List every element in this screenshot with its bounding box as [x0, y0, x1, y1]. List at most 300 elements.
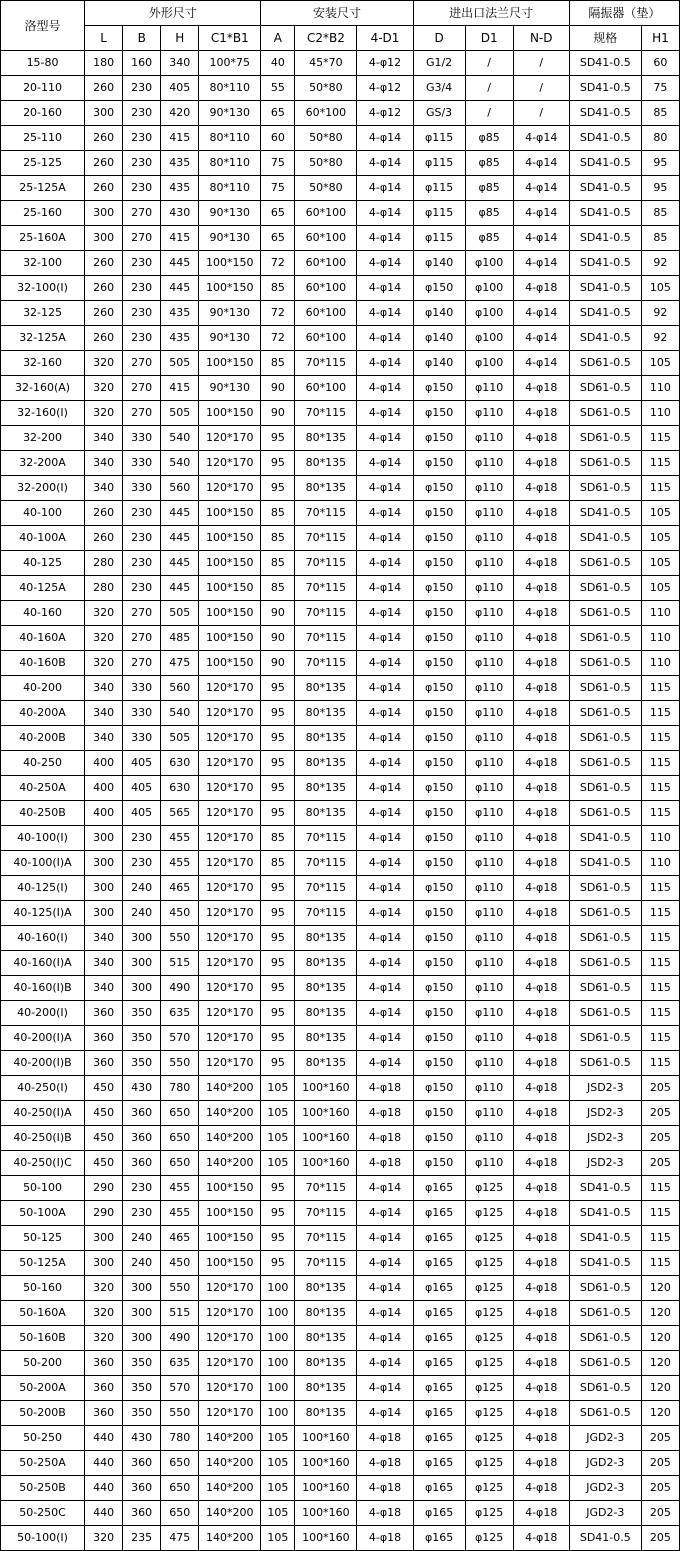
cell-H: 450	[161, 1251, 199, 1276]
cell-规格: JGD2-3	[569, 1476, 641, 1501]
cell-N-D: 4-φ18	[513, 626, 569, 651]
cell-4-D1: 4-φ14	[357, 601, 413, 626]
cell-B: 350	[123, 1351, 161, 1376]
cell-H: 415	[161, 126, 199, 151]
cell-B: 230	[123, 1176, 161, 1201]
cell-model: 40-200(Ⅰ)A	[1, 1026, 85, 1051]
cell-model: 40-125A	[1, 576, 85, 601]
cell-D: φ115	[413, 176, 465, 201]
cell-C1*B1: 100*150	[199, 501, 261, 526]
cell-规格: SD41-0.5	[569, 1526, 641, 1551]
cell-N-D: 4-φ18	[513, 501, 569, 526]
cell-H1: 115	[641, 901, 679, 926]
cell-规格: JGD2-3	[569, 1451, 641, 1476]
cell-A: 95	[261, 951, 295, 976]
cell-D1: φ85	[465, 126, 513, 151]
cell-C1*B1: 100*75	[199, 51, 261, 76]
cell-C2*B2: 70*115	[295, 501, 357, 526]
cell-N-D: 4-φ18	[513, 1176, 569, 1201]
cell-B: 230	[123, 126, 161, 151]
cell-N-D: 4-φ14	[513, 226, 569, 251]
table-row	[1, 1426, 680, 1451]
cell-规格: SD41-0.5	[569, 1226, 641, 1251]
cell-B: 270	[123, 626, 161, 651]
cell-H: 635	[161, 1001, 199, 1026]
cell-C2*B2: 70*115	[295, 576, 357, 601]
cell-4-D1: 4-φ14	[357, 876, 413, 901]
cell-D: φ115	[413, 226, 465, 251]
cell-B: 330	[123, 476, 161, 501]
cell-H1: 205	[641, 1476, 679, 1501]
cell-L: 450	[85, 1101, 123, 1126]
cell-C2*B2: 100*160	[295, 1076, 357, 1101]
cell-H1: 115	[641, 1226, 679, 1251]
cell-D1: φ125	[465, 1476, 513, 1501]
cell-B: 360	[123, 1151, 161, 1176]
cell-D: φ150	[413, 876, 465, 901]
cell-D: φ150	[413, 576, 465, 601]
table-row	[1, 1176, 680, 1201]
cell-A: 95	[261, 1251, 295, 1276]
cell-C1*B1: 80*110	[199, 76, 261, 101]
cell-4-D1: 4-φ14	[357, 376, 413, 401]
cell-A: 95	[261, 726, 295, 751]
cell-H1: 105	[641, 576, 679, 601]
header-col-4D1: 4-D1	[357, 26, 413, 51]
cell-D: φ140	[413, 301, 465, 326]
table-row	[1, 301, 680, 326]
cell-H1: 110	[641, 626, 679, 651]
cell-N-D: /	[513, 101, 569, 126]
cell-H1: 205	[641, 1451, 679, 1476]
cell-规格: SD61-0.5	[569, 426, 641, 451]
cell-4-D1: 4-φ14	[357, 951, 413, 976]
cell-A: 95	[261, 901, 295, 926]
cell-A: 100	[261, 1276, 295, 1301]
cell-H: 435	[161, 301, 199, 326]
cell-D: φ150	[413, 401, 465, 426]
cell-H: 780	[161, 1076, 199, 1101]
cell-B: 230	[123, 551, 161, 576]
cell-L: 340	[85, 726, 123, 751]
cell-N-D: 4-φ18	[513, 926, 569, 951]
cell-4-D1: 4-φ14	[357, 1226, 413, 1251]
cell-L: 180	[85, 51, 123, 76]
cell-model: 40-250(Ⅰ)B	[1, 1126, 85, 1151]
cell-N-D: 4-φ18	[513, 551, 569, 576]
cell-D1: φ110	[465, 576, 513, 601]
table-row	[1, 701, 680, 726]
cell-H: 405	[161, 76, 199, 101]
cell-H1: 105	[641, 351, 679, 376]
cell-规格: SD41-0.5	[569, 201, 641, 226]
cell-H1: 92	[641, 251, 679, 276]
header-col-D1: D1	[465, 26, 513, 51]
cell-A: 100	[261, 1301, 295, 1326]
cell-C1*B1: 100*150	[199, 551, 261, 576]
cell-H: 445	[161, 251, 199, 276]
cell-B: 360	[123, 1451, 161, 1476]
cell-规格: SD41-0.5	[569, 176, 641, 201]
cell-A: 100	[261, 1401, 295, 1426]
cell-N-D: 4-φ18	[513, 1451, 569, 1476]
cell-model: 50-200A	[1, 1376, 85, 1401]
cell-H: 445	[161, 576, 199, 601]
table-row	[1, 826, 680, 851]
cell-B: 270	[123, 351, 161, 376]
cell-H: 550	[161, 1276, 199, 1301]
cell-C2*B2: 70*115	[295, 526, 357, 551]
cell-D: φ150	[413, 926, 465, 951]
cell-A: 95	[261, 876, 295, 901]
cell-D1: φ110	[465, 851, 513, 876]
cell-B: 330	[123, 676, 161, 701]
cell-规格: SD61-0.5	[569, 576, 641, 601]
cell-H1: 92	[641, 326, 679, 351]
cell-C2*B2: 80*135	[295, 676, 357, 701]
cell-规格: SD41-0.5	[569, 851, 641, 876]
cell-N-D: 4-φ18	[513, 451, 569, 476]
cell-H1: 115	[641, 751, 679, 776]
cell-N-D: 4-φ18	[513, 826, 569, 851]
cell-规格: SD41-0.5	[569, 276, 641, 301]
cell-规格: JSD2-3	[569, 1076, 641, 1101]
cell-H1: 85	[641, 101, 679, 126]
cell-H1: 120	[641, 1351, 679, 1376]
cell-D1: φ110	[465, 726, 513, 751]
cell-H1: 205	[641, 1076, 679, 1101]
table-header	[1, 1, 680, 51]
table-row	[1, 1251, 680, 1276]
cell-A: 105	[261, 1151, 295, 1176]
cell-H1: 105	[641, 526, 679, 551]
cell-D1: φ100	[465, 276, 513, 301]
cell-A: 85	[261, 851, 295, 876]
cell-N-D: 4-φ18	[513, 1051, 569, 1076]
cell-H: 540	[161, 426, 199, 451]
cell-D: G3/4	[413, 76, 465, 101]
cell-model: 50-250	[1, 1426, 85, 1451]
cell-B: 240	[123, 1251, 161, 1276]
cell-A: 95	[261, 976, 295, 1001]
cell-B: 230	[123, 251, 161, 276]
cell-C1*B1: 90*130	[199, 326, 261, 351]
cell-H: 415	[161, 226, 199, 251]
cell-model: 25-160	[1, 201, 85, 226]
cell-H: 650	[161, 1101, 199, 1126]
cell-N-D: 4-φ18	[513, 1151, 569, 1176]
cell-C2*B2: 70*115	[295, 1226, 357, 1251]
cell-H1: 205	[641, 1426, 679, 1451]
cell-A: 95	[261, 426, 295, 451]
table-row	[1, 1201, 680, 1226]
cell-D1: φ110	[465, 801, 513, 826]
cell-model: 50-250B	[1, 1476, 85, 1501]
cell-4-D1: 4-φ14	[357, 1301, 413, 1326]
cell-规格: SD61-0.5	[569, 451, 641, 476]
cell-规格: SD41-0.5	[569, 151, 641, 176]
cell-C1*B1: 120*170	[199, 701, 261, 726]
cell-C1*B1: 120*170	[199, 1276, 261, 1301]
cell-C2*B2: 70*115	[295, 851, 357, 876]
cell-H1: 95	[641, 176, 679, 201]
table-row	[1, 1151, 680, 1176]
cell-N-D: 4-φ14	[513, 151, 569, 176]
cell-B: 230	[123, 176, 161, 201]
cell-B: 350	[123, 1026, 161, 1051]
cell-model: 50-100	[1, 1176, 85, 1201]
cell-4-D1: 4-φ18	[357, 1501, 413, 1526]
cell-C1*B1: 100*150	[199, 251, 261, 276]
cell-H1: 115	[641, 426, 679, 451]
header-model: 洛型号	[1, 1, 85, 51]
cell-4-D1: 4-φ14	[357, 176, 413, 201]
cell-C2*B2: 80*135	[295, 476, 357, 501]
cell-C2*B2: 70*115	[295, 401, 357, 426]
cell-L: 260	[85, 126, 123, 151]
cell-model: 40-200(Ⅰ)	[1, 1001, 85, 1026]
cell-D: φ165	[413, 1501, 465, 1526]
cell-4-D1: 4-φ14	[357, 226, 413, 251]
cell-4-D1: 4-φ14	[357, 576, 413, 601]
table-row	[1, 1001, 680, 1026]
cell-L: 320	[85, 601, 123, 626]
cell-D: φ150	[413, 601, 465, 626]
cell-L: 340	[85, 451, 123, 476]
cell-N-D: 4-φ18	[513, 1026, 569, 1051]
cell-C2*B2: 80*135	[295, 451, 357, 476]
cell-D: φ150	[413, 951, 465, 976]
table-row	[1, 501, 680, 526]
cell-A: 105	[261, 1501, 295, 1526]
cell-A: 95	[261, 1001, 295, 1026]
table-row	[1, 276, 680, 301]
cell-N-D: 4-φ18	[513, 601, 569, 626]
cell-N-D: 4-φ18	[513, 1326, 569, 1351]
cell-4-D1: 4-φ14	[357, 1176, 413, 1201]
cell-规格: SD61-0.5	[569, 726, 641, 751]
cell-规格: SD41-0.5	[569, 526, 641, 551]
cell-C1*B1: 120*170	[199, 451, 261, 476]
cell-规格: SD41-0.5	[569, 226, 641, 251]
cell-H: 565	[161, 801, 199, 826]
cell-L: 280	[85, 551, 123, 576]
cell-规格: SD41-0.5	[569, 1176, 641, 1201]
cell-H1: 120	[641, 1401, 679, 1426]
cell-规格: SD61-0.5	[569, 751, 641, 776]
cell-model: 50-250A	[1, 1451, 85, 1476]
cell-D1: φ125	[465, 1201, 513, 1226]
cell-D: φ150	[413, 1151, 465, 1176]
cell-H1: 115	[641, 1251, 679, 1276]
cell-4-D1: 4-φ14	[357, 626, 413, 651]
cell-H1: 115	[641, 1051, 679, 1076]
cell-model: 20-110	[1, 76, 85, 101]
cell-D1: φ110	[465, 651, 513, 676]
cell-C1*B1: 90*130	[199, 101, 261, 126]
cell-B: 430	[123, 1076, 161, 1101]
cell-4-D1: 4-φ14	[357, 301, 413, 326]
cell-C2*B2: 80*135	[295, 926, 357, 951]
table-row	[1, 1401, 680, 1426]
cell-4-D1: 4-φ18	[357, 1101, 413, 1126]
cell-L: 260	[85, 326, 123, 351]
cell-规格: SD61-0.5	[569, 1301, 641, 1326]
cell-H: 455	[161, 1201, 199, 1226]
cell-C2*B2: 80*135	[295, 1301, 357, 1326]
cell-B: 330	[123, 726, 161, 751]
cell-D: φ150	[413, 526, 465, 551]
cell-C2*B2: 100*160	[295, 1151, 357, 1176]
cell-model: 20-160	[1, 101, 85, 126]
cell-规格: SD41-0.5	[569, 501, 641, 526]
cell-model: 40-100A	[1, 526, 85, 551]
cell-B: 350	[123, 1051, 161, 1076]
cell-A: 72	[261, 326, 295, 351]
cell-model: 50-125A	[1, 1251, 85, 1276]
cell-H: 540	[161, 451, 199, 476]
cell-C1*B1: 120*170	[199, 776, 261, 801]
cell-H: 650	[161, 1151, 199, 1176]
cell-B: 270	[123, 401, 161, 426]
cell-H: 450	[161, 901, 199, 926]
cell-L: 260	[85, 301, 123, 326]
cell-A: 40	[261, 51, 295, 76]
cell-B: 270	[123, 226, 161, 251]
cell-H: 650	[161, 1126, 199, 1151]
cell-D: φ150	[413, 801, 465, 826]
cell-model: 50-125	[1, 1226, 85, 1251]
table-row	[1, 476, 680, 501]
cell-4-D1: 4-φ14	[357, 1201, 413, 1226]
table-row	[1, 526, 680, 551]
cell-4-D1: 4-φ18	[357, 1126, 413, 1151]
cell-规格: SD41-0.5	[569, 126, 641, 151]
cell-D: φ165	[413, 1226, 465, 1251]
cell-H: 435	[161, 326, 199, 351]
table-row	[1, 576, 680, 601]
cell-N-D: 4-φ18	[513, 726, 569, 751]
cell-N-D: 4-φ14	[513, 176, 569, 201]
cell-H1: 115	[641, 726, 679, 751]
cell-H1: 85	[641, 201, 679, 226]
cell-H: 420	[161, 101, 199, 126]
cell-A: 100	[261, 1351, 295, 1376]
cell-H: 455	[161, 851, 199, 876]
cell-D1: φ110	[465, 601, 513, 626]
cell-D: φ165	[413, 1176, 465, 1201]
table-row	[1, 76, 680, 101]
cell-规格: SD41-0.5	[569, 76, 641, 101]
cell-model: 40-125(Ⅰ)A	[1, 901, 85, 926]
cell-A: 65	[261, 226, 295, 251]
cell-model: 40-250B	[1, 801, 85, 826]
cell-规格: SD61-0.5	[569, 926, 641, 951]
cell-C1*B1: 100*150	[199, 1226, 261, 1251]
cell-H: 430	[161, 201, 199, 226]
cell-C2*B2: 100*160	[295, 1526, 357, 1551]
cell-D: φ150	[413, 901, 465, 926]
table-row	[1, 901, 680, 926]
cell-D1: φ125	[465, 1176, 513, 1201]
cell-B: 360	[123, 1501, 161, 1526]
cell-C1*B1: 120*170	[199, 726, 261, 751]
cell-D1: φ110	[465, 476, 513, 501]
cell-A: 85	[261, 576, 295, 601]
cell-model: 50-100A	[1, 1201, 85, 1226]
cell-B: 300	[123, 1276, 161, 1301]
cell-H: 465	[161, 876, 199, 901]
cell-B: 360	[123, 1101, 161, 1126]
cell-H1: 115	[641, 926, 679, 951]
cell-D1: φ110	[465, 951, 513, 976]
cell-D: φ150	[413, 976, 465, 1001]
cell-A: 95	[261, 1226, 295, 1251]
cell-C1*B1: 140*200	[199, 1151, 261, 1176]
cell-model: 25-160A	[1, 226, 85, 251]
cell-D1: φ125	[465, 1426, 513, 1451]
cell-model: 32-200A	[1, 451, 85, 476]
cell-D: φ150	[413, 501, 465, 526]
cell-D1: φ125	[465, 1451, 513, 1476]
cell-H1: 115	[641, 801, 679, 826]
cell-H1: 120	[641, 1301, 679, 1326]
cell-L: 440	[85, 1451, 123, 1476]
cell-L: 360	[85, 1051, 123, 1076]
cell-B: 230	[123, 576, 161, 601]
cell-H1: 115	[641, 676, 679, 701]
cell-C2*B2: 60*100	[295, 276, 357, 301]
cell-N-D: 4-φ18	[513, 426, 569, 451]
cell-C1*B1: 120*170	[199, 426, 261, 451]
cell-L: 400	[85, 776, 123, 801]
cell-N-D: 4-φ18	[513, 1126, 569, 1151]
cell-D1: φ110	[465, 1001, 513, 1026]
cell-N-D: /	[513, 51, 569, 76]
header-col-ND: N-D	[513, 26, 569, 51]
cell-D: φ115	[413, 126, 465, 151]
cell-N-D: 4-φ18	[513, 801, 569, 826]
cell-D: φ150	[413, 451, 465, 476]
table-row	[1, 801, 680, 826]
cell-B: 270	[123, 376, 161, 401]
cell-A: 90	[261, 626, 295, 651]
cell-N-D: 4-φ18	[513, 651, 569, 676]
cell-H: 505	[161, 351, 199, 376]
cell-N-D: 4-φ18	[513, 1001, 569, 1026]
cell-L: 300	[85, 1226, 123, 1251]
cell-C2*B2: 60*100	[295, 226, 357, 251]
cell-H: 650	[161, 1501, 199, 1526]
cell-N-D: 4-φ18	[513, 1426, 569, 1451]
cell-D: φ150	[413, 826, 465, 851]
header-col-D: D	[413, 26, 465, 51]
cell-C1*B1: 120*170	[199, 801, 261, 826]
table-row	[1, 951, 680, 976]
cell-H1: 115	[641, 1001, 679, 1026]
cell-C1*B1: 140*200	[199, 1101, 261, 1126]
cell-N-D: 4-φ14	[513, 126, 569, 151]
cell-4-D1: 4-φ14	[357, 526, 413, 551]
header-group-flange-dimensions: 进出口法兰尺寸	[413, 1, 569, 26]
cell-A: 95	[261, 1051, 295, 1076]
cell-H1: 115	[641, 776, 679, 801]
cell-C2*B2: 70*115	[295, 601, 357, 626]
cell-4-D1: 4-φ14	[357, 1051, 413, 1076]
cell-4-D1: 4-φ14	[357, 351, 413, 376]
cell-B: 230	[123, 526, 161, 551]
cell-4-D1: 4-φ14	[357, 901, 413, 926]
